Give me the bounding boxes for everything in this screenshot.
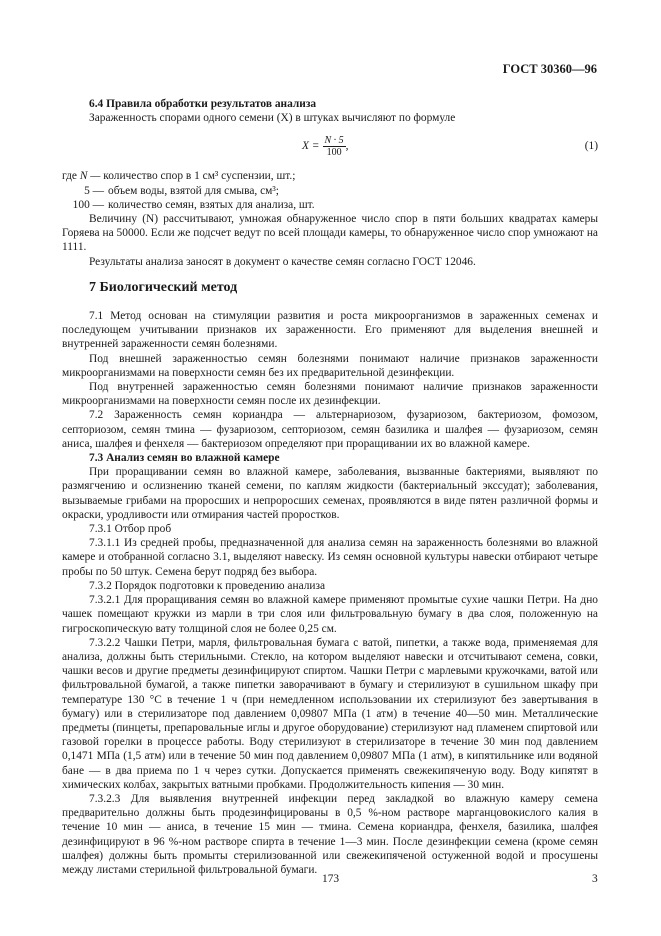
legend-symbol: 100 — bbox=[72, 198, 104, 211]
legend-text: объем воды, взятой для смыва, см³; bbox=[108, 184, 279, 197]
page-number: 173 bbox=[322, 873, 340, 885]
standard-number: ГОСТ 30360—96 bbox=[502, 62, 597, 76]
paragraph-7-2: 7.2 Зараженность семян кориандра — альтернариозом, фузариозом, бактериозом, фомозом, септориозом, семян тмина — фузариозом, септориозом, семян базилика и шалфея — фузариозом, семян аниса, шалфея и фенхеля — бактериозом определяют при проращивании их во влажной камере. bbox=[62, 409, 598, 450]
formula-denominator: 100 bbox=[326, 147, 342, 159]
legend-row bbox=[62, 184, 598, 198]
paragraph-7-3-1-1: 7.3.1.1 Из средней пробы, предназначенной для анализа семян на зараженность болезнями во влажной камере и отобранной согласно 3.1, выделяют навеску. Из семян основной культуры навески отбирают четыре пробы по 50 штук. Семена берут подряд без выбора. bbox=[62, 537, 598, 578]
formula-legend bbox=[62, 169, 598, 212]
formula-numerator: N · 5 bbox=[324, 135, 344, 147]
sheet-number: 3 bbox=[592, 873, 598, 885]
formula-fraction bbox=[323, 135, 346, 158]
paragraph-7-3-2-3: 7.3.2.3 Для выявления внутренней инфекции перед закладкой во влажную камеру семена предварительно должны быть продезинфицированы в 0,5 %-ном растворе марганцовокислого калия в течение 10 мин — аниса, в течение 15 мин — тмина. Семена кориандра, фенхеля, базилика, шалфея дезинфицируют в 96 %-ном растворе спирта в течение 1—3 мин. После дезинфекции семена (кроме семян шалфея) должны быть промыты стерилизованной или свежекипяченой остуженной водой и просушены между листами стерильной фильтровальной бумаги. bbox=[62, 792, 598, 876]
legend-text: количество спор в 1 см³ суспензии, шт.; bbox=[103, 170, 296, 183]
legend-symbol: 5 — bbox=[84, 184, 104, 197]
paragraph: Под внешней зараженностью семян болезнями понимают наличие признаков зараженности микроорганизмами на поверхности семян без их предварительной дезинфекции. bbox=[62, 352, 598, 379]
paragraph-7-3-2-2: 7.3.2.2 Чашки Петри, марля, фильтровальная бумага с ватой, пипетки, а также вода, применяемая для анализа, должны быть стерильными. Стекло, на котором выделяют навески и отсчитывают семена, совки, чашки весов и другие предметы дезинфицируют спиртом. Чашки Петри с марлевыми кружочками, ватой или фильтровальной бумагой, а также пипетки заворачивают в бумагу и стерилизуют в сушильном шкафу при температуре 130 °С в течение 1 ч (при немедленном использовании их стерилизуют без завертывания в бумагу) или в стерилизаторе под давлением 0,09807 МПа (1 атм) в течение 40—50 мин. Металлические предметы (пинцеты, препаровальные иглы и другое оборудование) стерилизуют над пламенем спиртовой или газовой горелки в процессе работы. Воду стерилизуют в стерилизаторе в течение 30 мин под давлением 0,1471 МПа (1,5 атм) или в течение 50 мин под давлением 0,09807 МПа (1 атм), в кипятильнике или водяной бане — в два приема по 1 ч через сутки. Допускается применять свежекипяченую воду. Воду кипятят в химических колбах, закрытых ватными пробками. Продолжительность кипения — 30 мин. bbox=[62, 636, 598, 791]
paragraph: Величину (N) рассчитывают, умножая обнаруженное число спор в пяти больших квадратах камеры Горяева на 50000. Если же подсчет ведут по всей площади камеры, то обнаруженное число спор умножают на 1111. bbox=[62, 213, 598, 254]
paragraph-7-3-2: 7.3.2 Порядок подготовки к проведению анализа bbox=[89, 579, 326, 592]
paragraph: Результаты анализа заносят в документ о качестве семян согласно ГОСТ 12046. bbox=[89, 255, 476, 268]
legend-text: количество семян, взятых для анализа, шт. bbox=[108, 198, 315, 211]
formula-intro: Зараженность спорами одного семени (X) в штуках вычисляют по формуле bbox=[89, 112, 456, 125]
formula-lhs: X = bbox=[302, 140, 320, 153]
section-6-4-title: 6.4 Правила обработки результатов анализа bbox=[89, 98, 317, 110]
legend-row bbox=[62, 169, 598, 183]
formula-expression bbox=[302, 135, 349, 158]
paragraph-7-3-2-1: 7.3.2.1 Для проращивания семян во влажной камере применяют промытые сухие чашки Петри. На дно чашек помещают кружки из марли в три слоя или фильтровальную бумагу в два слоя, положенную на гигроскопическую вату толщиной слоя не более 0,25 см. bbox=[62, 594, 598, 635]
section-7-title: 7 Биологический метод bbox=[89, 279, 238, 295]
formula-comma: , bbox=[345, 140, 349, 153]
paragraph-7-3-1: 7.3.1 Отбор проб bbox=[89, 523, 172, 536]
paragraph-7-1: 7.1 Метод основан на стимуляции развития и роста микроорганизмов в зараженных семенах и последующем учитывании признаков их зараженности. Его применяют для выделения внешней и внутренней зараженности семян болезнями. bbox=[62, 310, 598, 351]
legend-row bbox=[62, 198, 598, 212]
paragraph: При проращивании семян во влажной камере, заболевания, вызванные бактериями, выявляют по размягчению и ослизнению тканей семени, по каплям жидкости (бактериальный экссудат); заболевания, вызываемые грибами на проросших и непроросших семенах, проявляются в виде пятен различной формы и окраски, уродливости или отмирания частей проростков. bbox=[62, 466, 598, 521]
legend-where: где bbox=[62, 170, 77, 183]
page-body bbox=[62, 97, 598, 877]
section-7-3-title: 7.3 Анализ семян во влажной камере bbox=[89, 452, 280, 465]
paragraph: Под внутренней зараженностью семян болезнями понимают наличие признаков зараженности микроорганизмами на поверхности семян после их дезинфекции. bbox=[62, 381, 598, 408]
formula-number: (1) bbox=[584, 140, 598, 153]
legend-symbol: N — bbox=[79, 170, 101, 183]
formula-1 bbox=[62, 131, 598, 167]
